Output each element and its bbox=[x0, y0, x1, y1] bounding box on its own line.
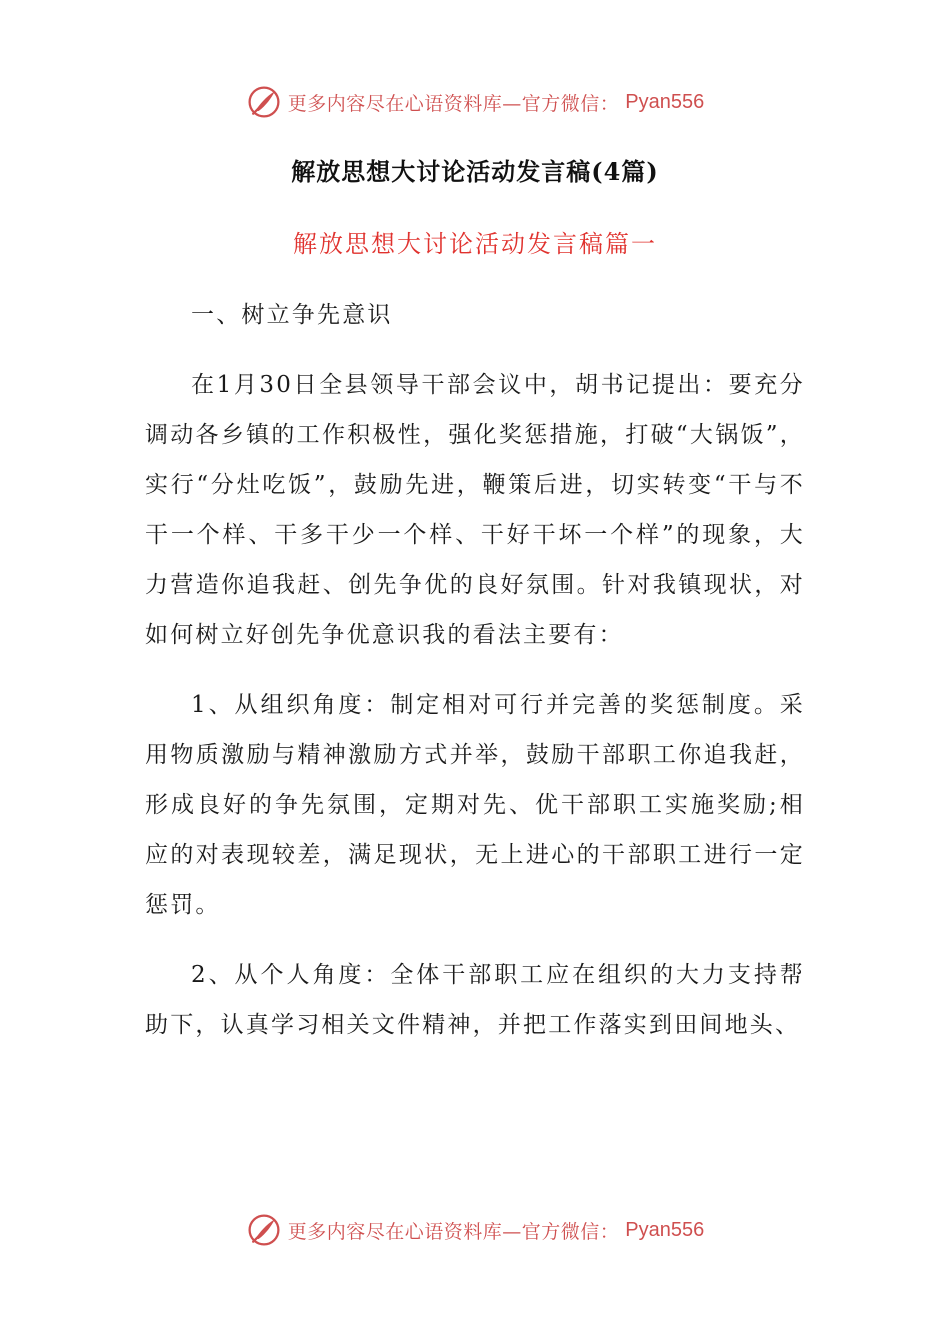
section-title: 解放思想大讨论活动发言稿篇一 bbox=[293, 230, 657, 258]
banner-wechat-id: Pyan556 bbox=[625, 1218, 705, 1241]
header-banner bbox=[0, 80, 950, 124]
footer-banner bbox=[0, 1208, 950, 1252]
banner-wechat-id: Pyan556 bbox=[625, 90, 705, 113]
banner-text: 更多内容尽在心语资料库—官方微信： bbox=[287, 1220, 620, 1243]
section-heading: 一、树立争先意识 bbox=[191, 302, 393, 328]
banner-text: 更多内容尽在心语资料库—官方微信： bbox=[287, 92, 620, 115]
document-title: 解放思想大讨论活动发言稿(4篇) bbox=[291, 157, 659, 186]
body-paragraph: 1、从组织角度：制定相对可行并完善的奖惩制度。采用物质激励与精神激励方式并举，鼓励干部职工你追我赶，形成良好的争先氛围，定期对先、优干部职工实施奖励;相应的对表现较差，满足现状，无上进心的干部职工进行一定惩罚。 bbox=[145, 692, 805, 918]
body-paragraph: 在1月30日全县领导干部会议中，胡书记提出：要充分调动各乡镇的工作积极性，强化奖惩措施，打破“大锅饭”，实行“分灶吃饭”，鼓励先进，鞭策后进，切实转变“干与不干一个样、干多干少一个样、干好干坏一个样”的现象，大力营造你追我赶、创先争优的良好氛围。针对我镇现状，对如何树立好创先争优意识我的看法主要有： bbox=[145, 372, 805, 648]
quill-pen-logo-icon bbox=[246, 84, 282, 120]
document-body bbox=[145, 290, 805, 1070]
quill-pen-logo-icon bbox=[246, 1212, 282, 1248]
body-paragraph: 2、从个人角度：全体干部职工应在组织的大力支持帮助下，认真学习相关文件精神，并把工作落实到田间地头、 bbox=[145, 962, 805, 1038]
